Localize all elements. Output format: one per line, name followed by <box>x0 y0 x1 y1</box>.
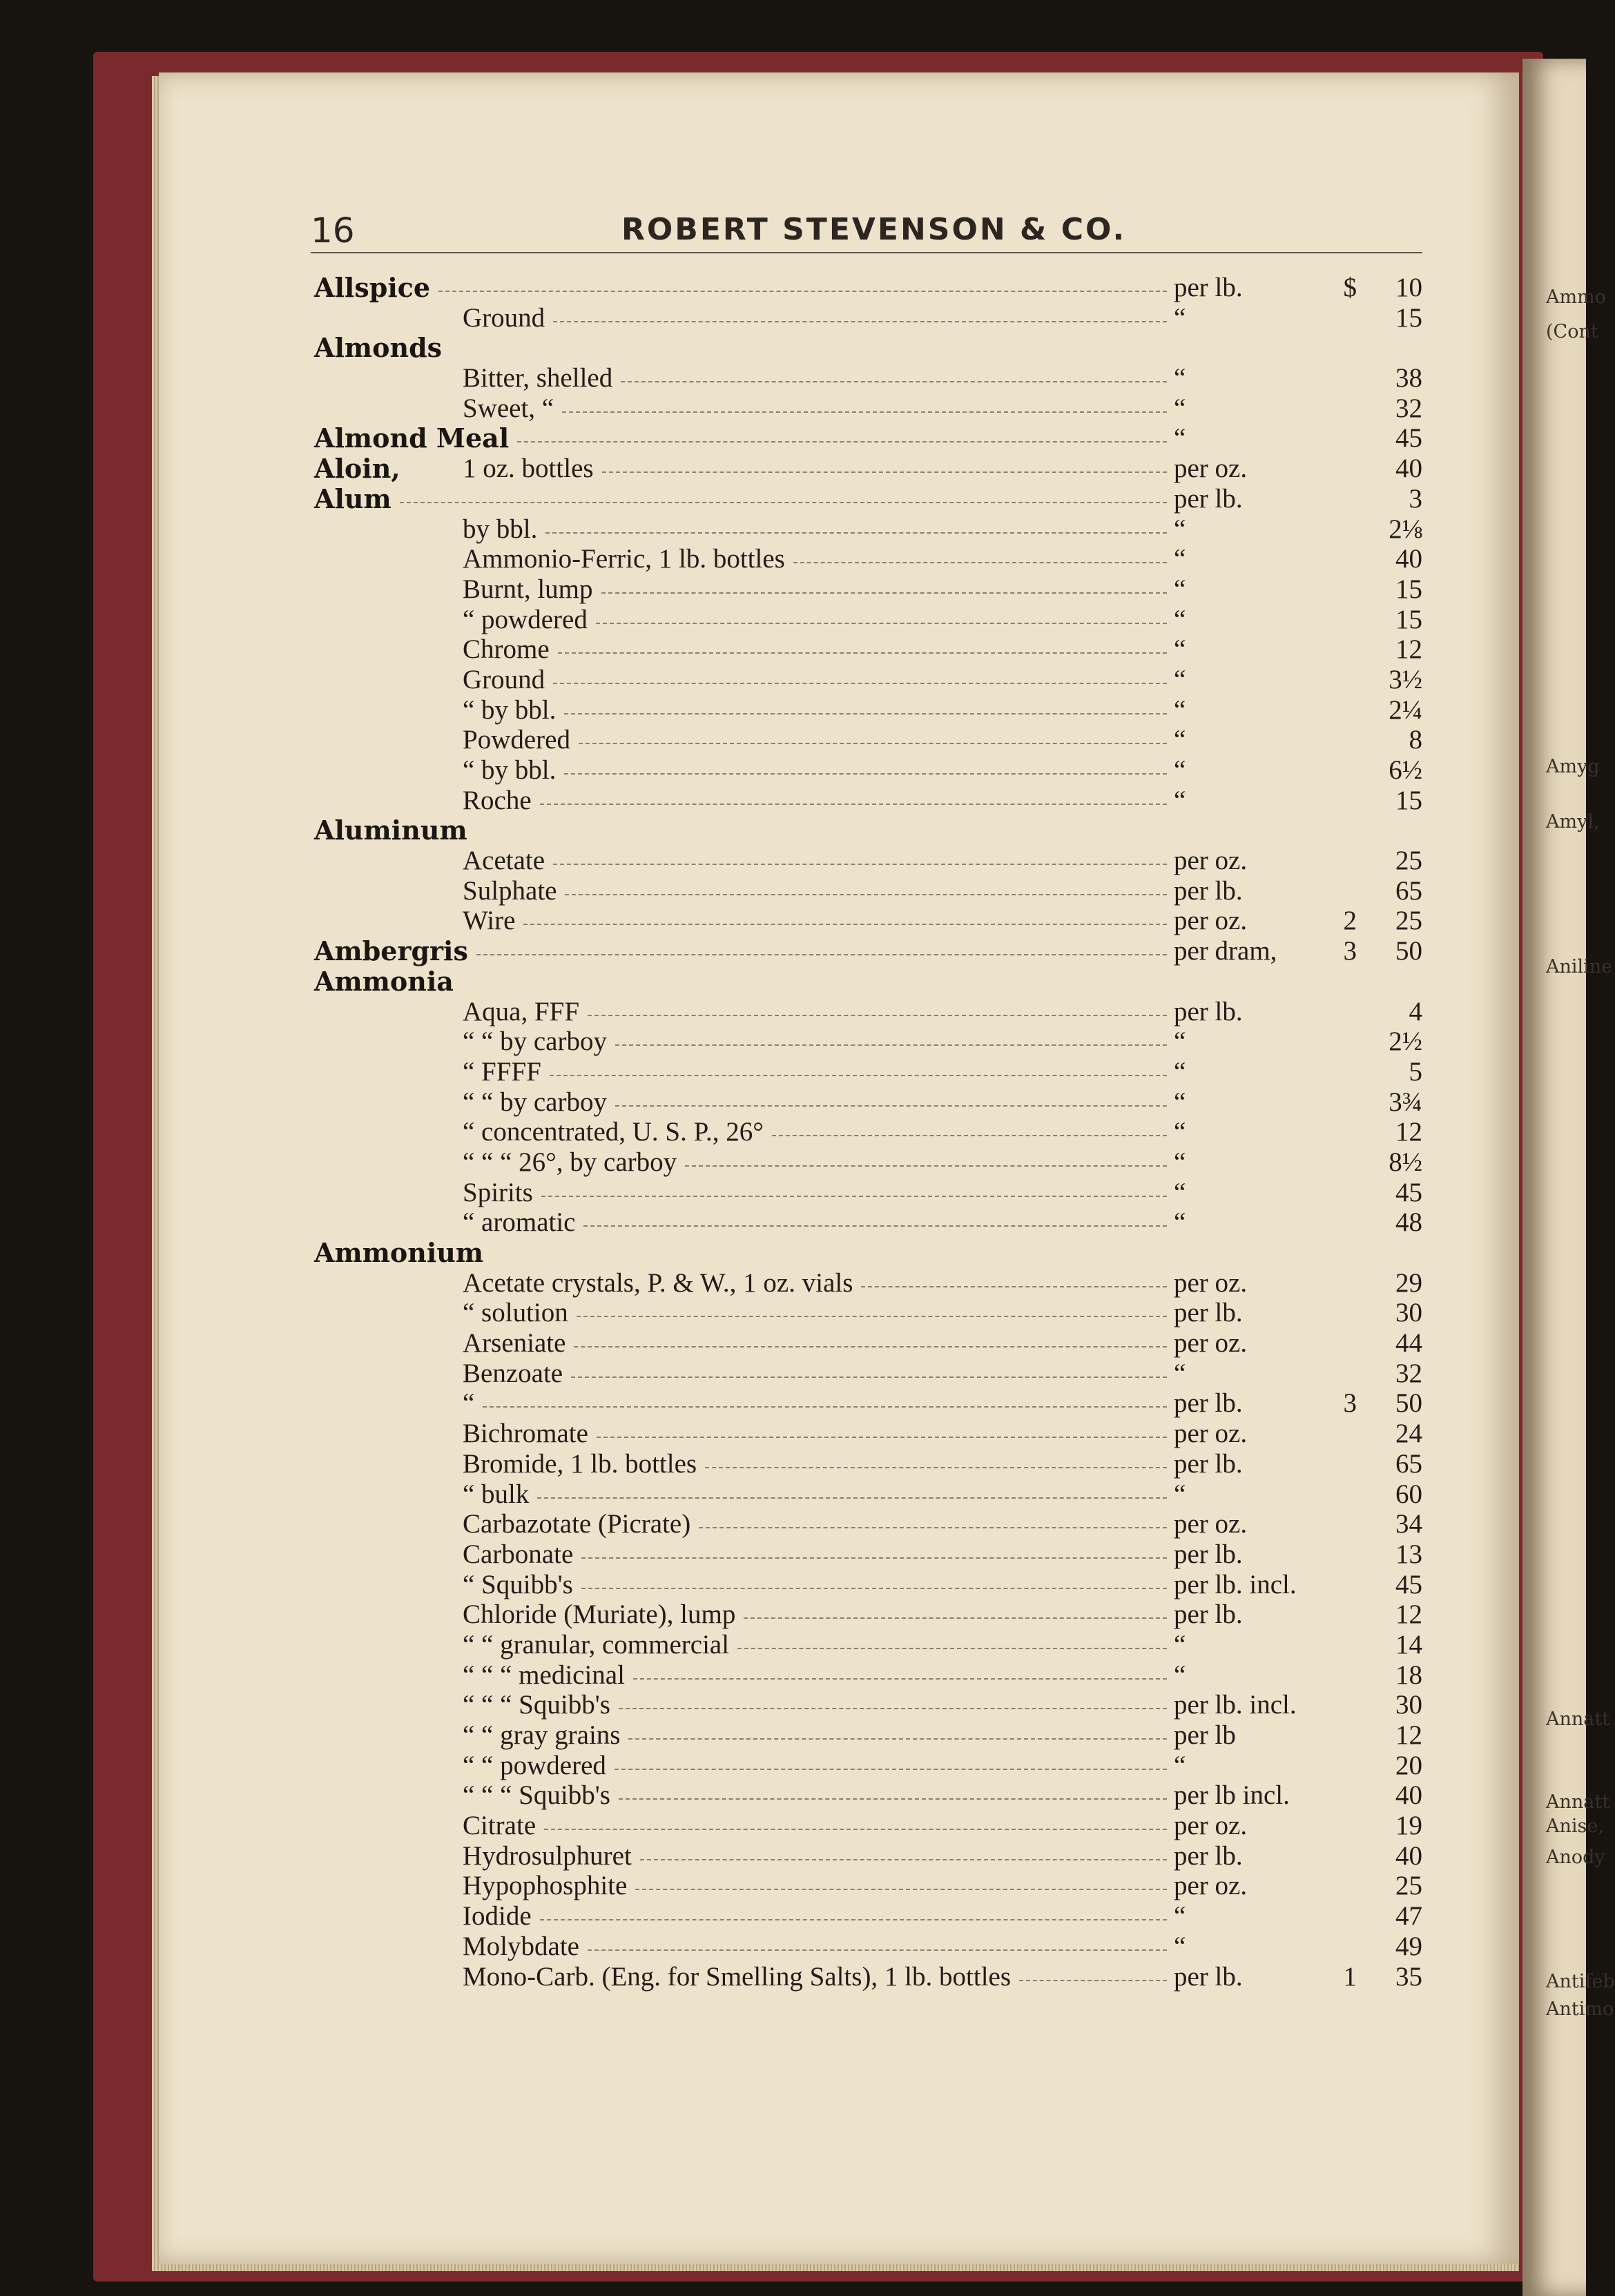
entry-unit: per lb. <box>1174 1840 1243 1871</box>
leader-dots <box>553 864 1167 865</box>
price-cents: 13 <box>1395 1539 1422 1569</box>
entry-subitem: Bromide, 1 lb. bottles <box>463 1448 697 1479</box>
entry-heading: Ambergris <box>314 935 468 967</box>
entry-subitem: “ “ granular, commercial <box>463 1629 730 1660</box>
price-row <box>314 1962 1426 1992</box>
price-row <box>314 1751 1426 1781</box>
leader-dots <box>633 1678 1167 1680</box>
leader-dots <box>615 1105 1167 1107</box>
next-page-fragment: Antifeb <box>1546 1971 1615 1992</box>
price-row <box>314 815 1426 846</box>
entry-heading: Almonds <box>314 332 443 364</box>
price-cents: 49 <box>1395 1931 1422 1961</box>
price-cents: 15 <box>1395 604 1422 634</box>
entry-subitem: “ bulk <box>463 1479 530 1509</box>
next-page-fragment: (Cont <box>1546 321 1598 342</box>
price-cents: 50 <box>1395 1388 1422 1419</box>
entry-heading: Aluminum <box>314 815 467 846</box>
entry-unit: per lb. <box>1174 483 1243 514</box>
entry-subitem: “ by bbl. <box>463 755 557 785</box>
entry-unit: per oz. <box>1174 906 1248 936</box>
entry-unit: per lb. <box>1174 1599 1243 1630</box>
price-cents: 18 <box>1395 1660 1422 1690</box>
entry-unit: “ <box>1174 1177 1186 1207</box>
price-cents: 30 <box>1395 1690 1422 1720</box>
entry-unit: “ <box>1174 1027 1186 1057</box>
price-row <box>314 605 1426 635</box>
price-cents: 20 <box>1395 1750 1422 1780</box>
entry-subitem: Aqua, FFF <box>463 996 580 1027</box>
entry-subitem: Iodide <box>463 1901 532 1932</box>
price-cents: 14 <box>1395 1629 1422 1660</box>
price-row <box>314 1298 1426 1328</box>
entry-unit: per oz. <box>1174 454 1248 484</box>
price-cents: 65 <box>1395 1448 1422 1479</box>
leader-dots <box>596 623 1167 624</box>
entry-subitem: Bichromate <box>463 1419 588 1449</box>
entry-subitem: “ “ by carboy <box>463 1027 607 1057</box>
price-row <box>314 333 1426 363</box>
entry-subitem: “ “ “ Squibb's <box>463 1780 610 1811</box>
price-row <box>314 514 1426 545</box>
price-row <box>314 273 1426 303</box>
price-row <box>314 1901 1426 1932</box>
entry-unit: per oz. <box>1174 1811 1248 1841</box>
entry-unit: “ <box>1174 1629 1186 1660</box>
price-cents: 38 <box>1395 363 1422 393</box>
price-row <box>314 936 1426 966</box>
next-page-fragment: Antimo <box>1546 1998 1614 2020</box>
price-dollars: 3 <box>1343 1388 1357 1419</box>
entry-unit: per oz. <box>1174 846 1248 876</box>
price-cents: 65 <box>1395 875 1422 906</box>
price-row <box>314 906 1426 936</box>
price-cents: 24 <box>1395 1419 1422 1449</box>
price-row <box>314 544 1426 574</box>
next-page-fragment: Anody <box>1546 1847 1605 1868</box>
price-row <box>314 484 1426 514</box>
price-row <box>314 1087 1426 1118</box>
leader-dots <box>615 1769 1167 1770</box>
price-cents: 40 <box>1395 1780 1422 1811</box>
next-page-fragment: Amyl, <box>1546 811 1600 833</box>
price-row <box>314 1268 1426 1298</box>
entry-unit: “ <box>1174 1147 1186 1177</box>
leader-dots <box>640 1859 1167 1860</box>
leader-dots <box>615 1044 1167 1046</box>
price-row <box>314 393 1426 424</box>
entry-heading: Almond Meal <box>314 422 510 454</box>
leader-dots <box>540 804 1167 805</box>
price-row <box>314 1660 1426 1691</box>
entry-subitem: Chloride (Muriate), lump <box>463 1599 736 1630</box>
entry-subitem: Ground <box>463 664 545 694</box>
price-row <box>314 1630 1426 1660</box>
price-row <box>314 1720 1426 1751</box>
price-cents: 12 <box>1395 634 1422 665</box>
leader-dots <box>685 1165 1167 1167</box>
entry-subitem: “ “ “ medicinal <box>463 1660 625 1690</box>
price-row <box>314 1841 1426 1871</box>
entry-subitem: Acetate crystals, P. & W., 1 oz. vials <box>463 1267 853 1298</box>
leader-dots <box>476 954 1167 955</box>
leader-dots <box>583 1225 1167 1227</box>
leader-dots <box>601 592 1167 594</box>
entry-subitem: Burnt, lump <box>463 574 593 604</box>
next-page-fragment: Annatt <box>1546 1791 1610 1813</box>
entry-subitem: Ground <box>463 302 545 333</box>
price-row <box>314 1147 1426 1178</box>
price-cents: 15 <box>1395 574 1422 604</box>
entry-subitem: “ Squibb's <box>463 1569 573 1599</box>
entry-subitem: Arseniate <box>463 1328 566 1359</box>
leader-dots <box>565 894 1167 895</box>
leader-dots <box>581 1588 1167 1589</box>
price-row <box>314 363 1426 393</box>
price-cents: 40 <box>1395 1840 1422 1871</box>
entry-unit: per lb. <box>1174 1961 1243 1992</box>
price-row <box>314 423 1426 454</box>
price-row <box>314 1359 1426 1389</box>
price-row <box>314 1117 1426 1147</box>
leader-dots <box>571 1376 1167 1378</box>
entry-unit: per lb. <box>1174 273 1243 302</box>
entry-unit: “ <box>1174 423 1186 454</box>
leader-dots <box>523 924 1167 925</box>
entry-subitem: “ “ powdered <box>463 1750 606 1780</box>
price-row <box>314 1388 1426 1419</box>
next-page-fragment: Amyg <box>1546 756 1600 777</box>
entry-unit: “ <box>1174 1056 1186 1087</box>
price-row <box>314 1932 1426 1962</box>
leader-dots <box>545 532 1167 534</box>
price-cents: 2½ <box>1389 1027 1422 1057</box>
price-row <box>314 966 1426 997</box>
entry-unit: per oz. <box>1174 1328 1248 1359</box>
price-row <box>314 634 1426 665</box>
price-row <box>314 1449 1426 1479</box>
price-cents: 35 <box>1395 1961 1422 1992</box>
leader-dots <box>553 683 1167 684</box>
leader-dots <box>579 743 1167 744</box>
price-cents: 3 <box>1409 483 1422 514</box>
leader-dots <box>540 1919 1167 1920</box>
price-cents: 45 <box>1395 1177 1422 1207</box>
price-row <box>314 1539 1426 1570</box>
page-header <box>311 211 1422 253</box>
price-row <box>314 303 1426 333</box>
entry-unit: “ <box>1174 1479 1186 1509</box>
entry-subitem: Acetate <box>463 846 545 876</box>
price-cents: 2¼ <box>1389 694 1422 725</box>
entry-unit: per lb. incl. <box>1174 1569 1297 1599</box>
entry-subitem: “ FFFF <box>463 1056 541 1087</box>
entry-subitem: “ <box>463 1388 475 1419</box>
price-row <box>314 1780 1426 1811</box>
entry-subitem: “ “ by carboy <box>463 1087 607 1117</box>
price-dollars: $ <box>1343 273 1357 302</box>
entry-subitem: Sweet, “ <box>463 393 554 423</box>
entry-subitem: Carbonate <box>463 1539 574 1569</box>
price-row <box>314 1057 1426 1087</box>
leader-dots <box>400 502 1167 503</box>
leader-dots <box>541 1196 1167 1197</box>
price-cents: 12 <box>1395 1599 1422 1630</box>
leader-dots <box>744 1617 1167 1619</box>
price-cents: 15 <box>1395 302 1422 333</box>
entry-unit: “ <box>1174 1660 1186 1690</box>
price-row <box>314 1178 1426 1208</box>
leader-dots <box>564 773 1167 775</box>
price-cents: 10 <box>1395 273 1422 302</box>
price-cents: 32 <box>1395 1358 1422 1388</box>
price-row <box>314 1871 1426 1901</box>
price-cents: 4 <box>1409 996 1422 1027</box>
price-row <box>314 1690 1426 1720</box>
entry-subitem: “ “ “ 26°, by carboy <box>463 1147 677 1177</box>
entry-unit: per oz. <box>1174 1419 1248 1449</box>
price-dollars: 3 <box>1343 936 1357 966</box>
entry-unit: “ <box>1174 544 1186 574</box>
entry-unit: “ <box>1174 1901 1186 1932</box>
leader-dots <box>581 1557 1167 1559</box>
price-row <box>314 846 1426 876</box>
leader-dots <box>588 1015 1167 1016</box>
price-row <box>314 1509 1426 1539</box>
price-cents: 29 <box>1395 1267 1422 1298</box>
price-row <box>314 665 1426 695</box>
entry-unit: per dram, <box>1174 936 1277 966</box>
leader-dots <box>558 652 1167 654</box>
next-page-edge <box>1522 59 1615 2296</box>
price-row <box>314 1599 1426 1630</box>
entry-subitem: Powdered <box>463 725 570 755</box>
entry-unit: per lb. <box>1174 1539 1243 1569</box>
entry-heading: Ammonium <box>314 1237 484 1268</box>
entry-unit: “ <box>1174 363 1186 393</box>
entry-subitem: Spirits <box>463 1177 533 1207</box>
next-page-fragment: Aniline <box>1546 956 1613 977</box>
price-list <box>314 273 1426 1992</box>
entry-unit: “ <box>1174 1358 1186 1388</box>
leader-dots <box>544 1829 1167 1830</box>
entry-heading: Ammonia <box>314 965 454 997</box>
price-cents: 32 <box>1395 393 1422 423</box>
entry-unit: per oz. <box>1174 1871 1248 1901</box>
price-row <box>314 1419 1426 1449</box>
entry-unit: per lb <box>1174 1720 1236 1750</box>
entry-unit: “ <box>1174 1931 1186 1961</box>
price-row <box>314 1238 1426 1268</box>
price-cents: 45 <box>1395 1569 1422 1599</box>
page-number: 16 <box>311 211 355 251</box>
entry-subitem: Wire <box>463 906 516 936</box>
entry-subitem: “ “ “ Squibb's <box>463 1690 610 1720</box>
leader-dots <box>562 411 1167 413</box>
entry-unit: “ <box>1174 664 1186 694</box>
leader-dots <box>628 1738 1167 1740</box>
leader-dots <box>574 1346 1167 1348</box>
entry-unit: per lb. <box>1174 1388 1243 1419</box>
price-cents: 15 <box>1395 785 1422 815</box>
price-cents: 40 <box>1395 544 1422 574</box>
price-cents: 12 <box>1395 1117 1422 1147</box>
leader-dots <box>635 1889 1167 1890</box>
entry-unit: “ <box>1174 302 1186 333</box>
entry-unit: “ <box>1174 1750 1186 1780</box>
leader-dots <box>438 291 1167 292</box>
leader-dots <box>737 1648 1167 1649</box>
price-cents: 30 <box>1395 1298 1422 1328</box>
entry-subitem: Roche <box>463 785 532 815</box>
price-row <box>314 1027 1426 1057</box>
entry-unit: per lb. <box>1174 996 1243 1027</box>
leader-dots <box>537 1497 1167 1499</box>
leader-dots <box>553 321 1167 322</box>
leader-dots <box>550 1075 1167 1076</box>
entry-unit: “ <box>1174 785 1186 815</box>
next-page-fragment: Annatt <box>1546 1709 1610 1730</box>
entry-subitem: Molybdate <box>463 1931 579 1961</box>
price-row <box>314 1570 1426 1600</box>
entry-unit: “ <box>1174 1117 1186 1147</box>
leader-dots <box>619 1798 1167 1800</box>
leader-dots <box>1019 1980 1167 1981</box>
leader-dots <box>772 1135 1167 1136</box>
price-cents: 25 <box>1395 846 1422 876</box>
entry-unit: “ <box>1174 694 1186 725</box>
entry-unit: “ <box>1174 725 1186 755</box>
leader-dots <box>699 1527 1167 1528</box>
entry-unit: per oz. <box>1174 1267 1248 1298</box>
leader-dots <box>619 1708 1167 1709</box>
entry-subitem: “ aromatic <box>463 1207 576 1238</box>
price-cents: 44 <box>1395 1328 1422 1359</box>
entry-heading: Alum <box>314 483 391 514</box>
price-row <box>314 1479 1426 1510</box>
leader-dots <box>588 1949 1167 1951</box>
next-page-fragment: Ammo <box>1546 286 1606 308</box>
price-cents: 60 <box>1395 1479 1422 1509</box>
running-title: ROBERT STEVENSON & CO. <box>621 212 1127 247</box>
price-row <box>314 786 1426 816</box>
entry-unit: per lb. incl. <box>1174 1690 1297 1720</box>
price-row <box>314 454 1426 484</box>
entry-subitem: “ by bbl. <box>463 694 557 725</box>
price-row <box>314 1328 1426 1359</box>
price-cents: 34 <box>1395 1509 1422 1539</box>
price-cents: 47 <box>1395 1901 1422 1932</box>
entry-subitem: Citrate <box>463 1811 536 1841</box>
entry-subitem: Carbazotate (Picrate) <box>463 1509 691 1539</box>
entry-subitem: Hypophosphite <box>463 1871 628 1901</box>
price-cents: 12 <box>1395 1720 1422 1750</box>
leader-dots <box>577 1316 1167 1317</box>
entry-subitem: “ concentrated, U. S. P., 26° <box>463 1117 764 1147</box>
entry-unit: “ <box>1174 1087 1186 1117</box>
entry-subitem: Mono-Carb. (Eng. for Smelling Salts), 1 lb. bottles <box>463 1961 1012 1992</box>
entry-heading: Allspice <box>314 272 431 303</box>
leader-dots <box>517 441 1167 442</box>
price-dollars: 1 <box>1343 1961 1357 1992</box>
price-cents: 8 <box>1409 725 1422 755</box>
leader-dots <box>602 471 1167 473</box>
leader-dots <box>597 1437 1167 1438</box>
price-cents: 19 <box>1395 1811 1422 1841</box>
entry-unit: per lb. <box>1174 1298 1243 1328</box>
entry-subitem: Sulphate <box>463 875 557 906</box>
next-page-fragment: Anise, <box>1546 1816 1604 1837</box>
entry-unit: per lb incl. <box>1174 1780 1290 1811</box>
entry-heading: Aloin, <box>314 453 400 485</box>
entry-subitem: by bbl. <box>463 514 538 544</box>
price-cents: 6½ <box>1389 755 1422 785</box>
price-cents: 45 <box>1395 423 1422 454</box>
price-row <box>314 876 1426 906</box>
entry-subitem: 1 oz. bottles <box>463 454 594 484</box>
entry-unit: “ <box>1174 755 1186 785</box>
price-row <box>314 695 1426 726</box>
price-row <box>314 1811 1426 1841</box>
entry-subitem: Bitter, shelled <box>463 363 613 393</box>
price-cents: 2⅛ <box>1389 514 1422 544</box>
entry-subitem: Benzoate <box>463 1358 563 1388</box>
price-dollars: 2 <box>1343 906 1357 936</box>
price-cents: 3¾ <box>1389 1087 1422 1117</box>
entry-unit: per lb. <box>1174 1448 1243 1479</box>
price-cents: 25 <box>1395 1871 1422 1901</box>
price-cents: 48 <box>1395 1207 1422 1238</box>
leader-dots <box>483 1406 1167 1408</box>
entry-unit: per oz. <box>1174 1509 1248 1539</box>
entry-subitem: “ solution <box>463 1298 568 1328</box>
entry-unit: “ <box>1174 393 1186 423</box>
price-cents: 3½ <box>1389 664 1422 694</box>
price-cents: 50 <box>1395 936 1422 966</box>
entry-unit: “ <box>1174 1207 1186 1238</box>
entry-unit: “ <box>1174 604 1186 634</box>
price-cents: 40 <box>1395 454 1422 484</box>
entry-unit: “ <box>1174 634 1186 665</box>
price-row <box>314 755 1426 786</box>
leader-dots <box>861 1286 1167 1287</box>
price-row <box>314 1207 1426 1238</box>
entry-unit: “ <box>1174 574 1186 604</box>
price-row <box>314 574 1426 605</box>
price-cents: 25 <box>1395 906 1422 936</box>
entry-subitem: Hydrosulphuret <box>463 1840 632 1871</box>
entry-unit: “ <box>1174 514 1186 544</box>
leader-dots <box>705 1467 1167 1468</box>
price-cents: 5 <box>1409 1056 1422 1087</box>
leader-dots <box>564 713 1167 714</box>
entry-subitem: “ powdered <box>463 604 588 634</box>
entry-subitem: “ “ gray grains <box>463 1720 621 1750</box>
entry-subitem: Ammonio-Ferric, 1 lb. bottles <box>463 544 785 574</box>
price-cents: 8½ <box>1389 1147 1422 1177</box>
price-row <box>314 725 1426 755</box>
entry-subitem: Chrome <box>463 634 550 665</box>
leader-dots <box>621 381 1167 382</box>
entry-unit: per lb. <box>1174 875 1243 906</box>
leader-dots <box>793 562 1167 563</box>
price-row <box>314 997 1426 1027</box>
